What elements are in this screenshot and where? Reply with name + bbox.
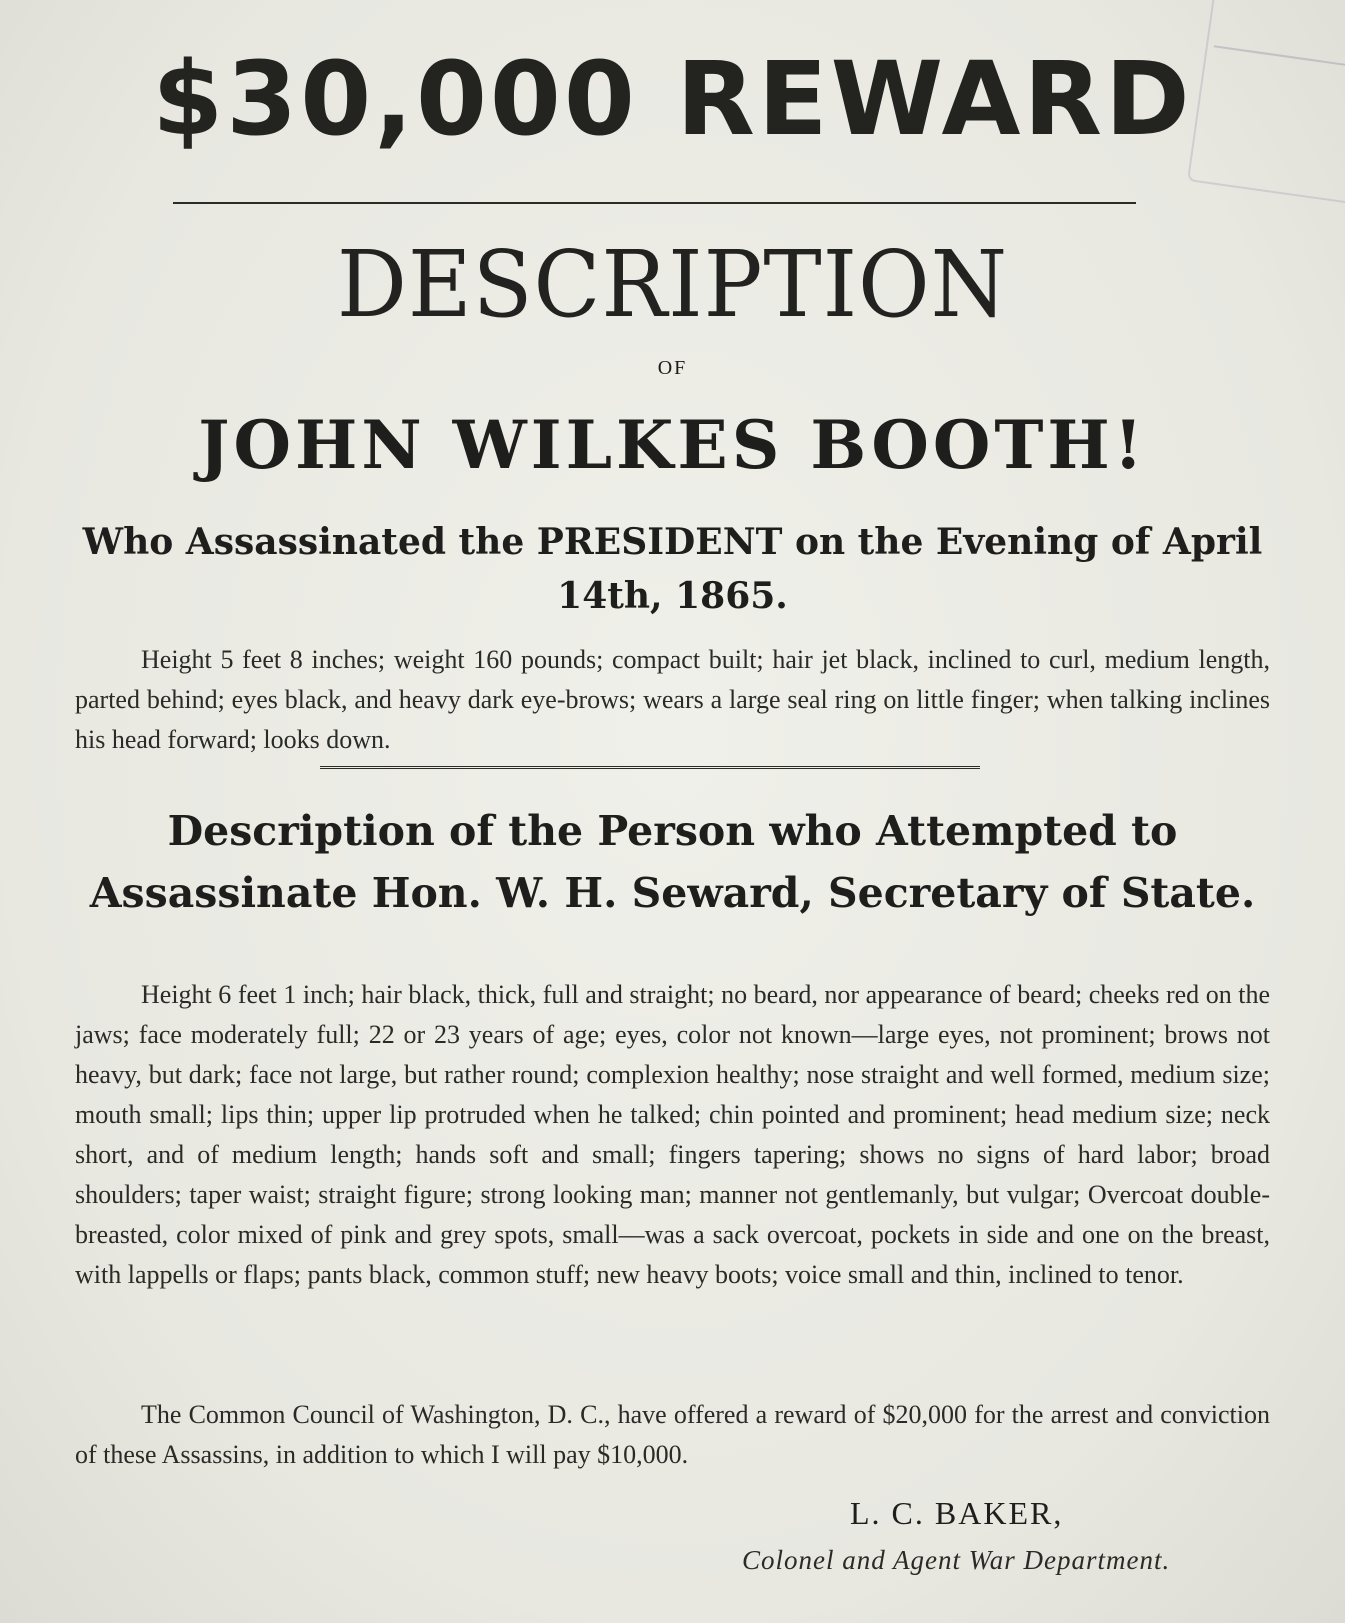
assassination-subtitle: Who Assassinated the PRESIDENT on the Evening of April 14th, 1865. bbox=[82, 521, 1263, 617]
seward-description-text: Height 6 feet 1 inch; hair black, thick, full and straight; no beard, nor appearance of beard; cheeks red on the jaws; face moderately full; 22 or 23 years of age; eyes, color not known—large eyes, not prominent; brows not heavy, but dark; face not large, but rather round; complexion healthy; nose straight and well formed, medium size; mouth small; lips thin; upper lip protruded when he talked; chin pointed and prominent; head medium size; neck short, and of medium length; hands soft and small; fingers tapering; shows no signs of hard labor; broad shoulders; taper waist; straight figure; strong looking man; manner not gentlemanly, but vulgar; Overcoat double-breasted, color mixed of pink and grey spots, small—was a sack overcoat, pockets in side and one on the breast, with lappells or flaps; pants black, common stuff; new heavy boots; voice small and thin, inclined to tenor. bbox=[75, 980, 1270, 1289]
suspect-name: JOHN WILKES BOOTH! bbox=[198, 406, 1147, 484]
booth-description-text: Height 5 feet 8 inches; weight 160 pounds; compact built; hair jet black, inclined to curl, medium length, parted behind; eyes black, and heavy dark eye-brows; wears a large seal ring on little finger; when talking inclines his head forward; looks down. bbox=[75, 645, 1270, 754]
signature-name: L. C. BAKER, bbox=[850, 1495, 1064, 1531]
signature-title: Colonel and Agent War Department. bbox=[742, 1545, 1171, 1575]
top-divider bbox=[173, 202, 1136, 204]
reward-headline: $30,000 REWARD bbox=[152, 40, 1193, 159]
seward-attacker-description bbox=[75, 975, 1270, 1295]
of-label: OF bbox=[657, 357, 688, 379]
reward-statement bbox=[75, 1395, 1270, 1475]
description-title: DESCRIPTION bbox=[336, 231, 1009, 338]
reward-statement-text: The Common Council of Washington, D. C., have offered a reward of $20,000 for the arrest and conviction of these Assassins, in addition to which I will pay $10,000. bbox=[75, 1400, 1270, 1469]
seward-heading: Description of the Person who Attempted to Assassinate Hon. W. H. Seward, Secretary of State. bbox=[89, 807, 1256, 917]
middle-divider bbox=[320, 766, 980, 771]
booth-description bbox=[75, 640, 1270, 760]
